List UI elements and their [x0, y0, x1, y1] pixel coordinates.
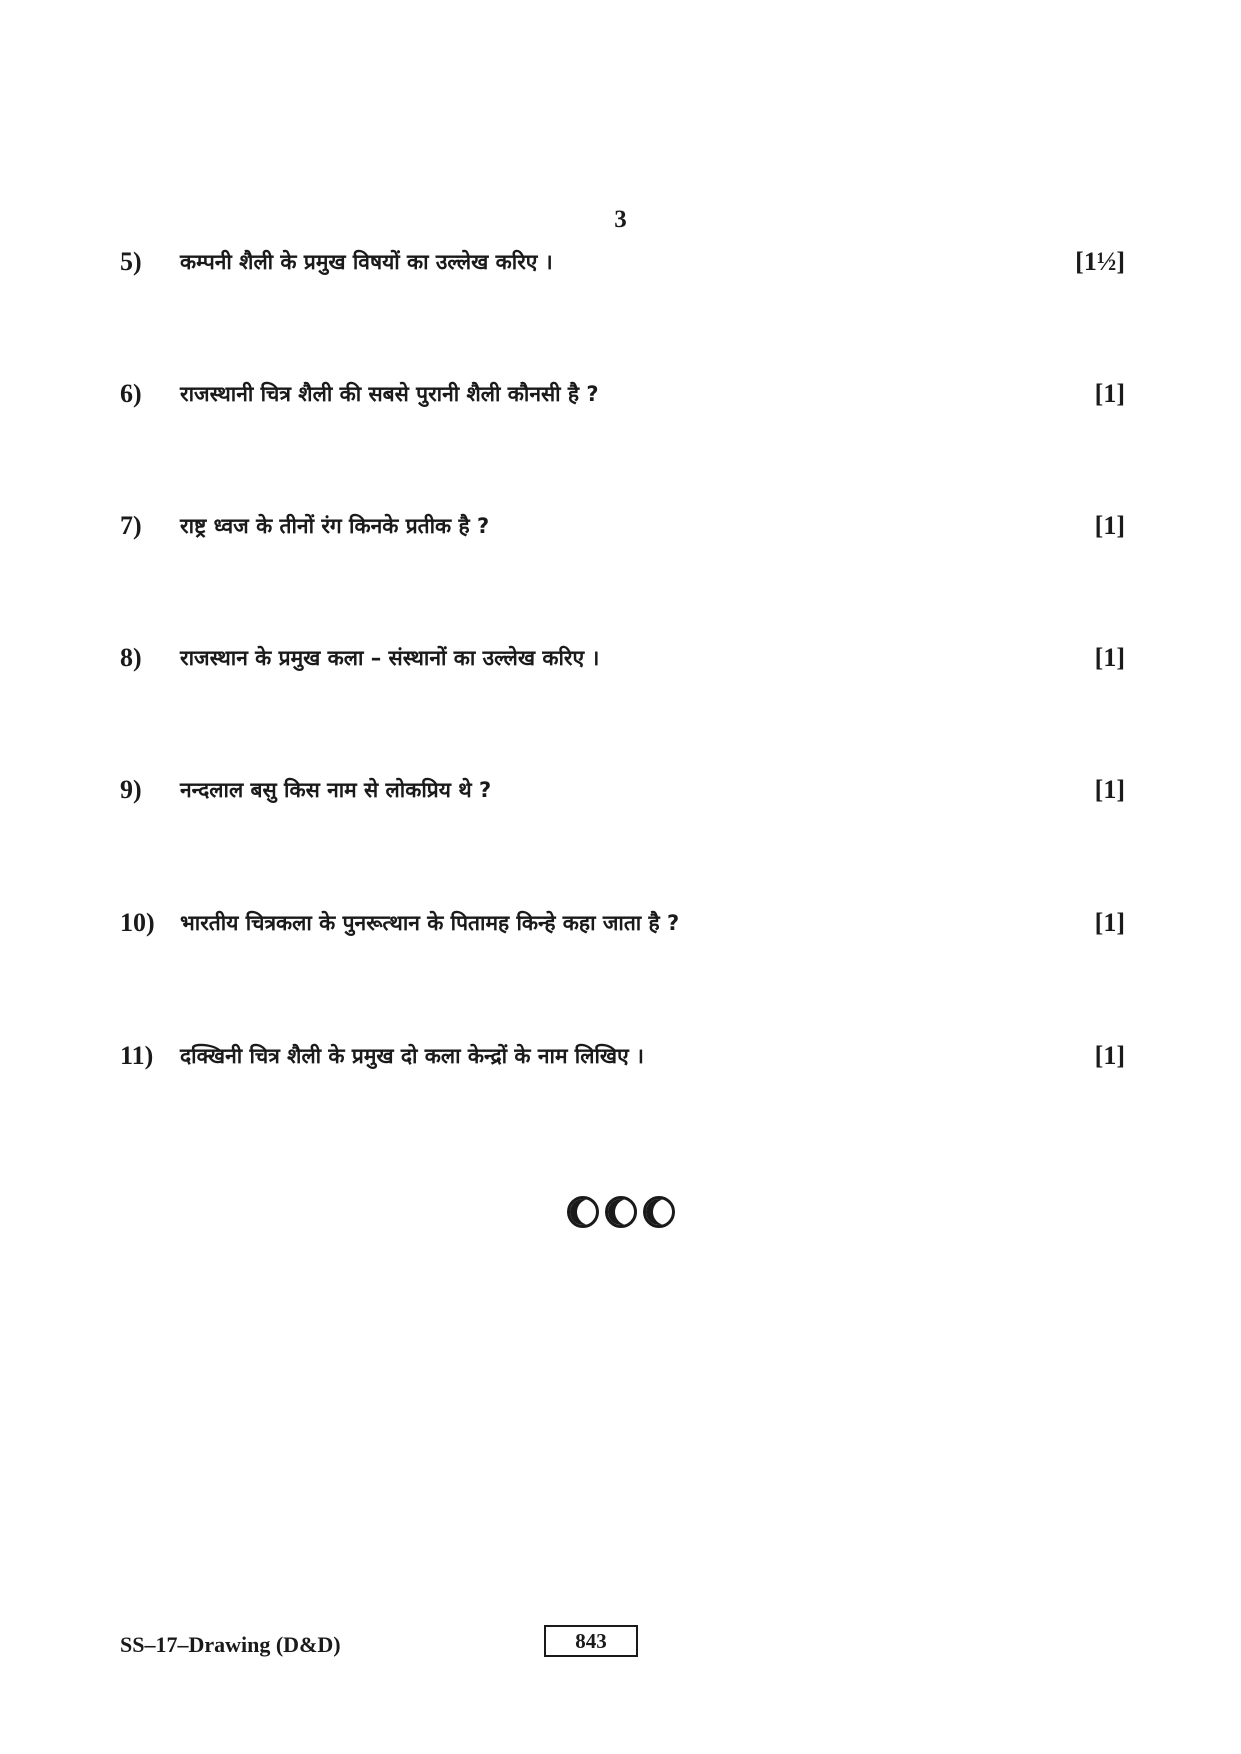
question-7 [120, 506, 1125, 546]
question-number: 11) [120, 1041, 154, 1070]
paper-code: SS–17–Drawing (D&D) [120, 1632, 341, 1657]
page-number: 3 [614, 206, 627, 233]
question-text: कम्पनी शैली के प्रमुख विषयों का उल्लेख करिए । [180, 250, 553, 274]
question-10 [120, 903, 1125, 943]
question-marks: [1½] [1075, 247, 1125, 276]
paper-number-box: 843 [544, 1625, 638, 1657]
question-number: 8) [120, 643, 142, 672]
question-number: 9) [120, 775, 142, 804]
question-marks: [1] [1094, 775, 1125, 804]
question-text: दक्खिनी चित्र शैली के प्रमुख दो कला केन्द्रों के नाम लिखिए । [180, 1044, 644, 1068]
question-text: राजस्थान के प्रमुख कला – संस्थानों का उल्लेख करिए । [180, 646, 600, 670]
question-marks: [1] [1094, 1041, 1125, 1070]
question-number: 5) [120, 247, 142, 276]
end-of-paper-mark [0, 1196, 1241, 1228]
question-number: 10) [120, 908, 155, 937]
question-marks: [1] [1094, 511, 1125, 540]
question-marks: [1] [1094, 379, 1125, 408]
question-11 [120, 1036, 1125, 1076]
question-text: राजस्थानी चित्र शैली की सबसे पुरानी शैली कौनसी है ? [180, 382, 599, 406]
crescent-circle-icon [567, 1196, 599, 1228]
question-number: 7) [120, 511, 142, 540]
question-marks: [1] [1094, 643, 1125, 672]
question-marks: [1] [1094, 908, 1125, 937]
question-text: भारतीय चित्रकला के पुनरूत्थान के पितामह किन्हे कहा जाता है ? [180, 911, 680, 935]
question-5 [120, 242, 1125, 282]
question-6 [120, 374, 1125, 414]
question-number: 6) [120, 379, 142, 408]
question-text: राष्ट्र ध्वज के तीनों रंग किनके प्रतीक है ? [180, 514, 490, 538]
question-9 [120, 770, 1125, 810]
question-text: नन्दलाल बसु किस नाम से लोकप्रिय थे ? [180, 778, 492, 802]
question-8 [120, 638, 1125, 678]
crescent-circle-icon [643, 1196, 675, 1228]
crescent-circle-icon [605, 1196, 637, 1228]
